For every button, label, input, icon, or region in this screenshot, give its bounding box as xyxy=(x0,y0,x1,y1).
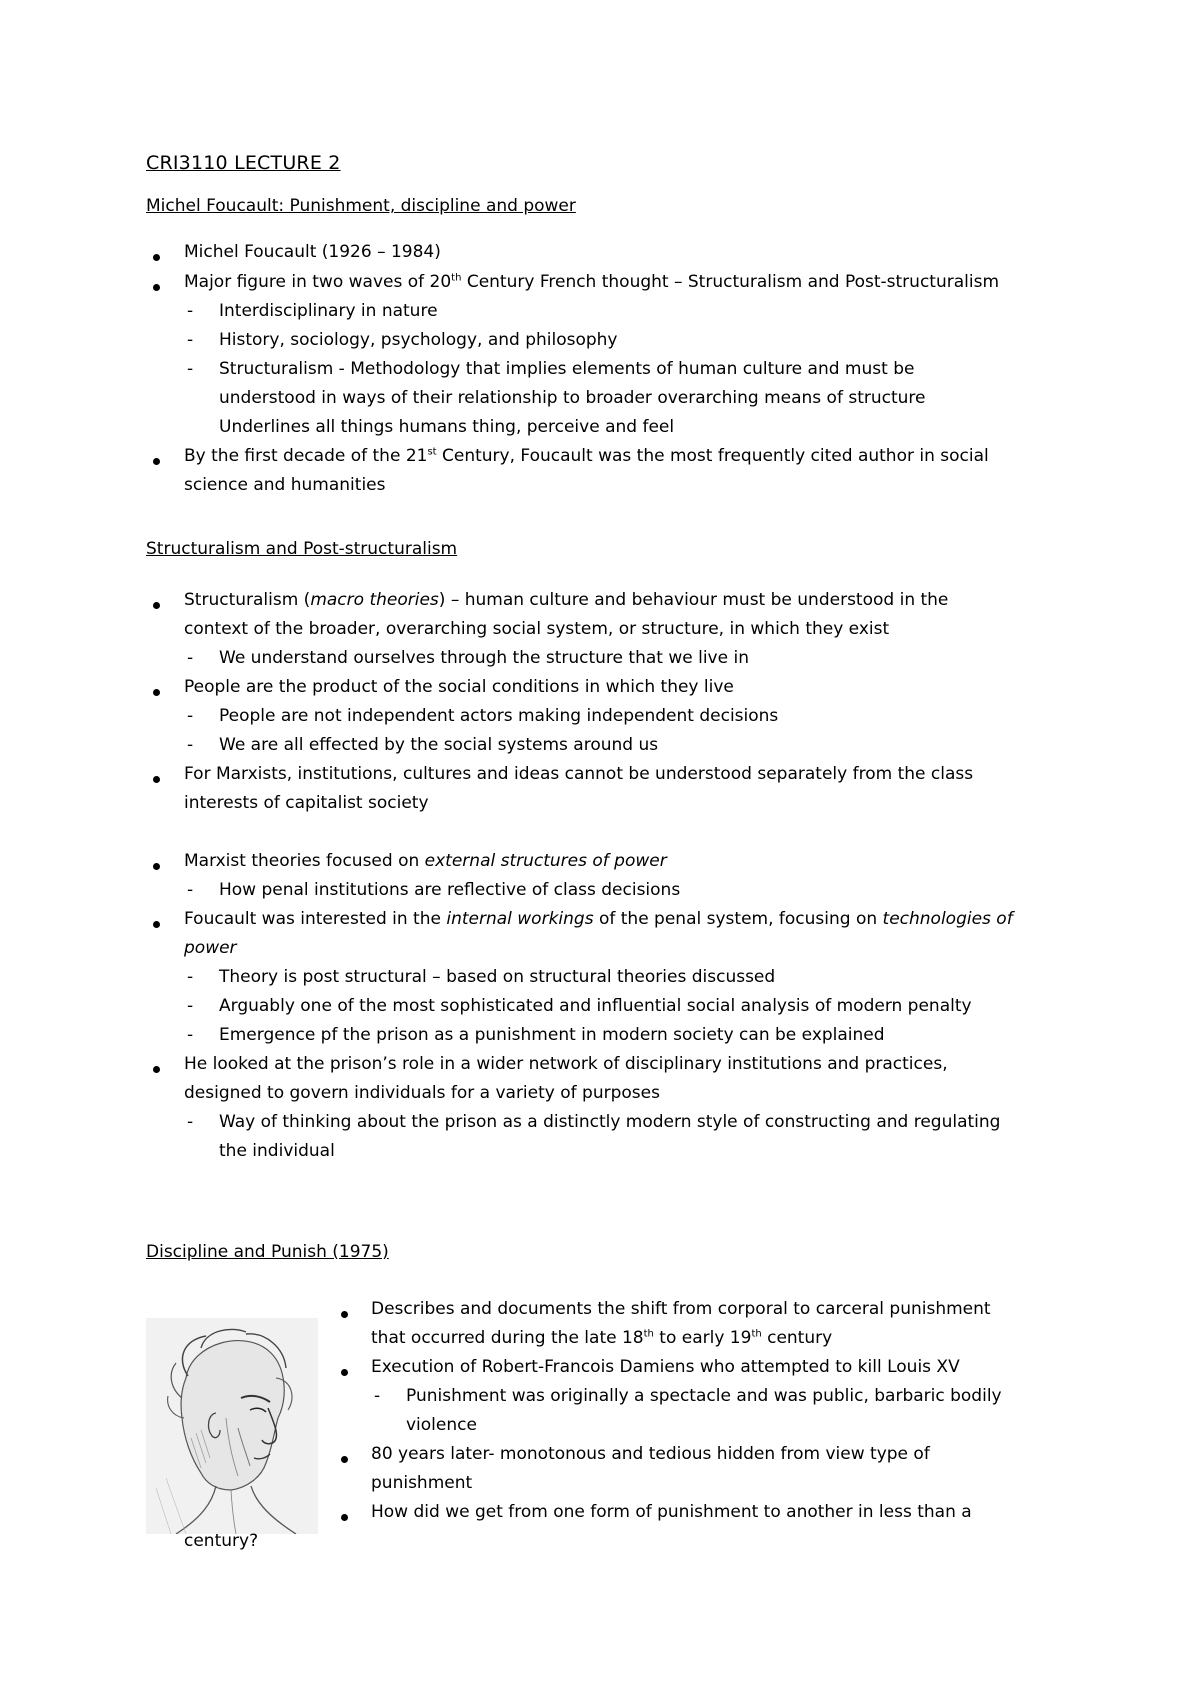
sub-list-item: Way of thinking about the prison as a distinctly modern style of constructing and regulating xyxy=(219,1112,1001,1132)
bullet-icon xyxy=(153,254,160,261)
bullet-icon xyxy=(341,1456,348,1463)
bullet-icon xyxy=(341,1311,348,1318)
bullet-icon xyxy=(153,776,160,783)
dash-marker: - xyxy=(187,330,194,350)
sub-list-item: People are not independent actors making independent decisions xyxy=(219,706,779,726)
sub-list-item: Emergence pf the prison as a punishment in modern society can be explained xyxy=(219,1025,885,1045)
dash-marker: - xyxy=(187,648,194,668)
sub-list-item: How penal institutions are reflective of class decisions xyxy=(219,880,681,900)
sub-list-item: Punishment was originally a spectacle and was public, barbaric bodily xyxy=(406,1386,1002,1406)
document-title: CRI3110 LECTURE 2 xyxy=(146,152,341,174)
portrait-sketch-image xyxy=(146,1318,318,1534)
section-heading-discipline-punish: Discipline and Punish (1975) xyxy=(146,1242,389,1262)
list-item-cont: interests of capitalist society xyxy=(184,793,429,813)
portrait-sketch-graphic xyxy=(146,1318,318,1534)
bullet-icon xyxy=(153,863,160,870)
list-item-cont: science and humanities xyxy=(184,475,386,495)
list-item: 80 years later- monotonous and tedious hidden from view type of xyxy=(371,1444,930,1464)
list-item: How did we get from one form of punishment to another in less than a xyxy=(371,1502,972,1522)
bullet-icon xyxy=(153,458,160,465)
bullet-icon xyxy=(153,1066,160,1073)
list-item-cont: century? xyxy=(184,1531,259,1551)
sub-list-item-cont: the individual xyxy=(219,1141,335,1161)
list-item: Describes and documents the shift from corporal to carceral punishment xyxy=(371,1299,991,1319)
bullet-icon xyxy=(341,1369,348,1376)
list-item: Execution of Robert-Francois Damiens who attempted to kill Louis XV xyxy=(371,1357,960,1377)
list-item: Marxist theories focused on external structures of power xyxy=(184,851,667,871)
sub-list-item: We understand ourselves through the structure that we live in xyxy=(219,648,749,668)
sub-list-item: Arguably one of the most sophisticated and influential social analysis of modern penalty xyxy=(219,996,972,1016)
sub-list-item: We are all effected by the social systems around us xyxy=(219,735,659,755)
sub-list-item: Interdisciplinary in nature xyxy=(219,301,438,321)
dash-marker: - xyxy=(187,359,194,379)
bullet-icon xyxy=(153,284,160,291)
sub-list-item: History, sociology, psychology, and philosophy xyxy=(219,330,618,350)
sub-list-item-cont: Underlines all things humans thing, perceive and feel xyxy=(219,417,675,437)
list-item-cont: designed to govern individuals for a variety of purposes xyxy=(184,1083,660,1103)
dash-marker: - xyxy=(187,706,194,726)
sub-list-item: Structuralism - Methodology that implies elements of human culture and must be xyxy=(219,359,915,379)
list-item: People are the product of the social conditions in which they live xyxy=(184,677,734,697)
dash-marker: - xyxy=(187,967,194,987)
bullet-icon xyxy=(153,602,160,609)
section-heading-foucault: Michel Foucault: Punishment, discipline and power xyxy=(146,196,576,216)
list-item: Michel Foucault (1926 – 1984) xyxy=(184,242,441,262)
list-item: For Marxists, institutions, cultures and ideas cannot be understood separately from the class xyxy=(184,764,974,784)
sub-list-item-cont: understood in ways of their relationship to broader overarching means of structure xyxy=(219,388,926,408)
dash-marker: - xyxy=(187,1025,194,1045)
bullet-icon xyxy=(153,921,160,928)
list-item-cont: punishment xyxy=(371,1473,473,1493)
list-item: Major figure in two waves of 20th Century French thought – Structuralism and Post-structuralism xyxy=(184,272,1000,292)
dash-marker: - xyxy=(187,1112,194,1132)
list-item: By the first decade of the 21st Century, Foucault was the most frequently cited author in social xyxy=(184,446,989,466)
list-item-cont: context of the broader, overarching social system, or structure, in which they exist xyxy=(184,619,890,639)
list-item-cont: that occurred during the late 18th to early 19th century xyxy=(371,1328,833,1348)
list-item: He looked at the prison’s role in a wider network of disciplinary institutions and practices, xyxy=(184,1054,948,1074)
list-item: Structuralism (macro theories) – human culture and behaviour must be understood in the xyxy=(184,590,949,610)
bullet-icon xyxy=(341,1514,348,1521)
sub-list-item: Theory is post structural – based on structural theories discussed xyxy=(219,967,776,987)
dash-marker: - xyxy=(187,301,194,321)
dash-marker: - xyxy=(187,880,194,900)
sub-list-item-cont: violence xyxy=(406,1415,477,1435)
list-item-cont: power xyxy=(184,938,237,958)
dash-marker: - xyxy=(187,735,194,755)
dash-marker: - xyxy=(187,996,194,1016)
section-heading-structuralism: Structuralism and Post-structuralism xyxy=(146,539,458,559)
list-item: Foucault was interested in the internal workings of the penal system, focusing on technologies of xyxy=(184,909,1013,929)
dash-marker: - xyxy=(374,1386,381,1406)
bullet-icon xyxy=(153,689,160,696)
